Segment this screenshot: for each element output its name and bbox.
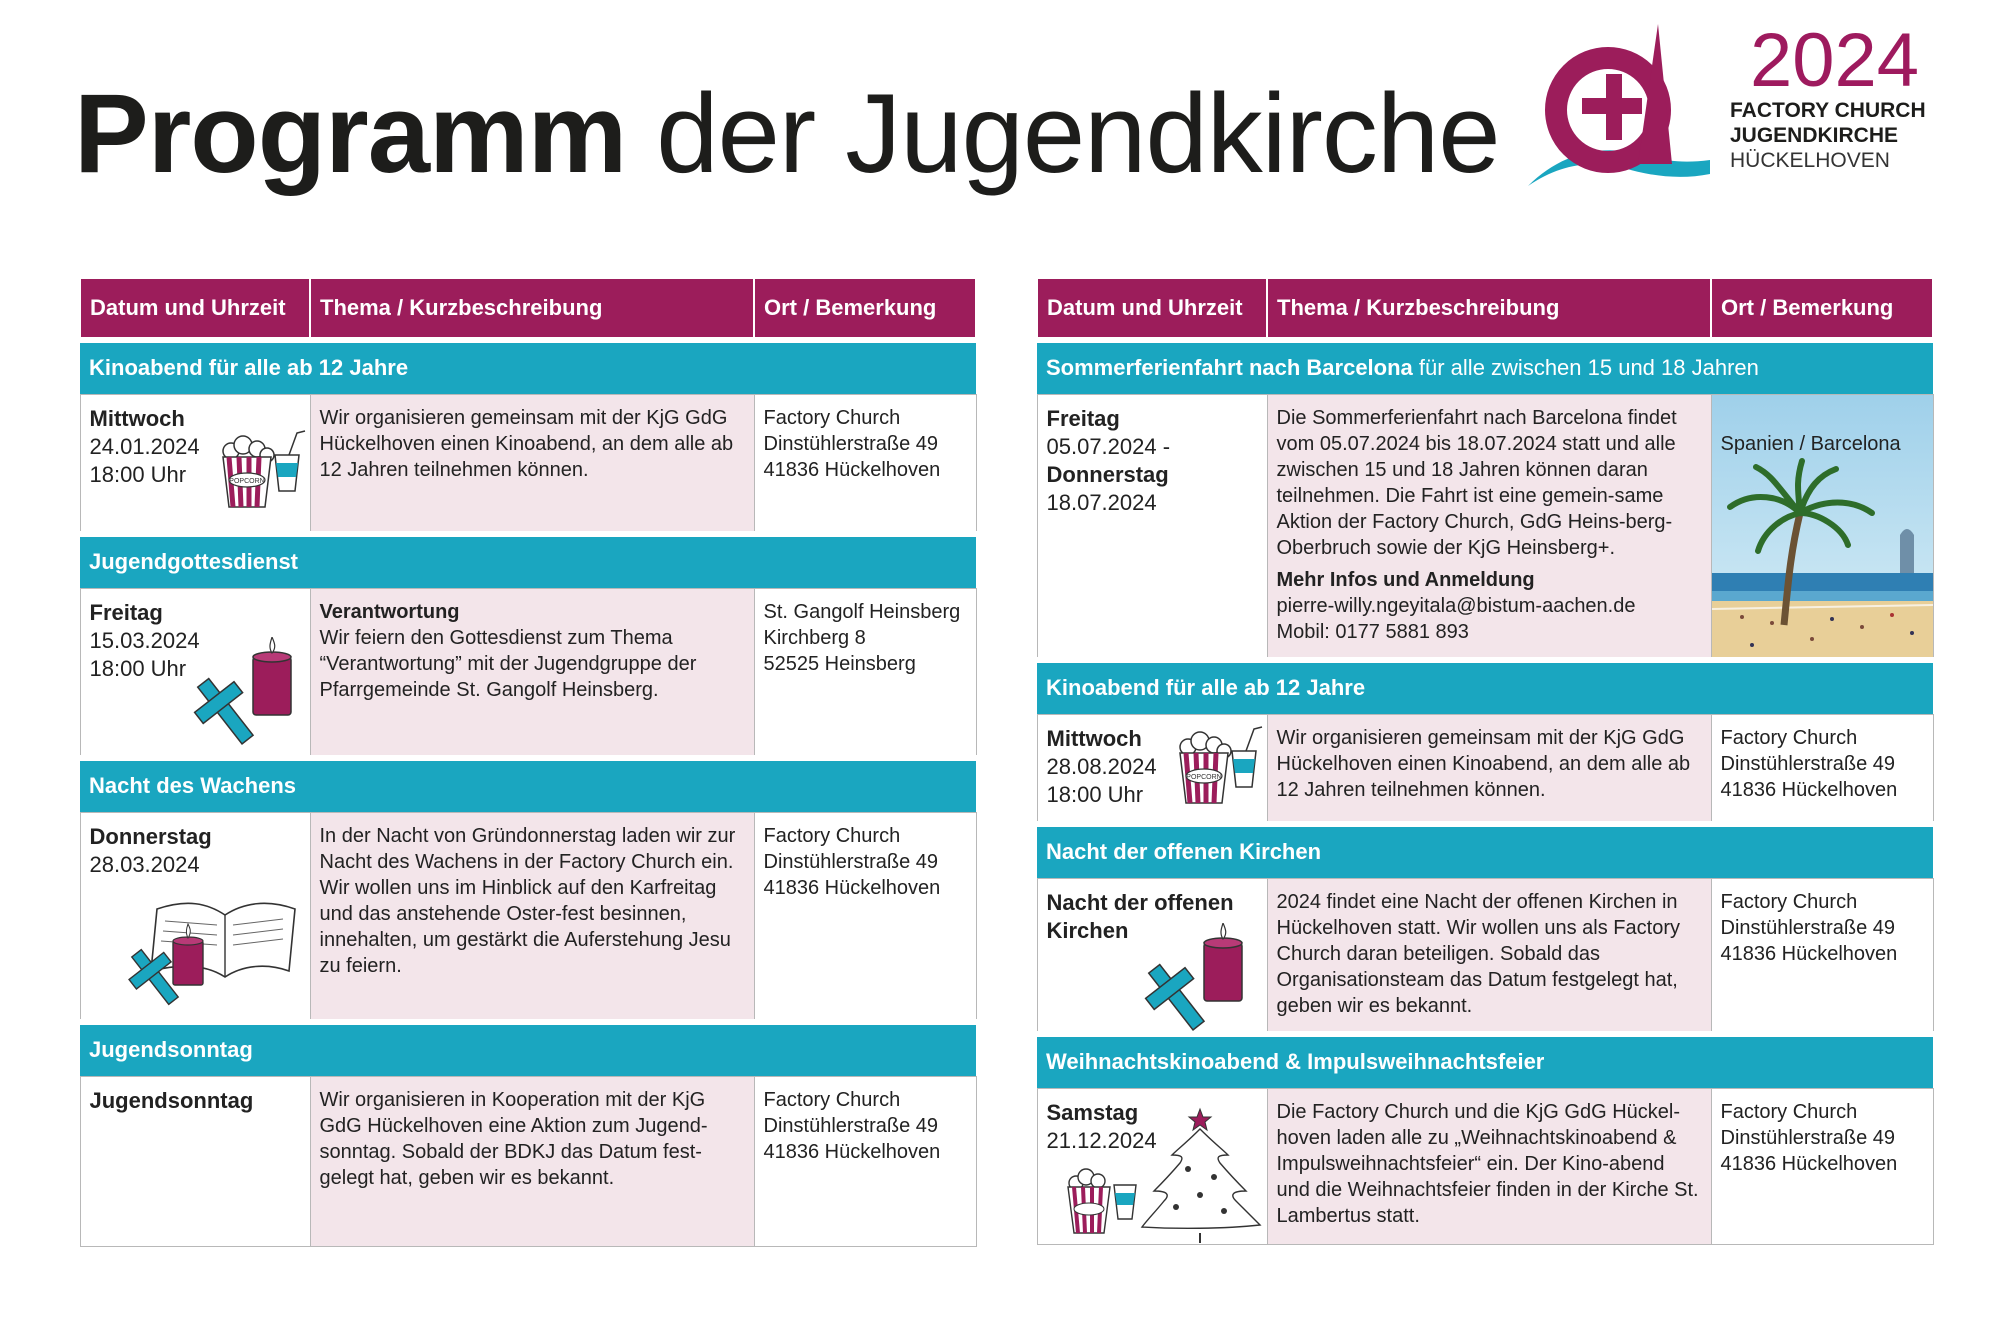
event-day: Nacht der offenen Kirchen [1046, 889, 1234, 943]
section-row [80, 534, 976, 588]
bible-cross-candle-icon [127, 889, 307, 1009]
popcorn-icon [1176, 721, 1266, 807]
event-row [1037, 714, 1933, 824]
event-description-text: Die Sommerferienfahrt nach Barcelona findet vom 05.07.2024 bis 18.07.2024 statt und alle zwischen 15 und 18 Jahren können daran teilnehmen. Die Fahrt ist eine gemein-same Aktion der Factory Church, GdG Heins-berg-Oberbruch sowie der KjG Heinsberg+. [1276, 406, 1677, 559]
program-table-left [79, 277, 977, 1247]
event-row [80, 1076, 976, 1246]
more-info-title: Mehr Infos und Anmeldung [1276, 568, 1535, 591]
event-day: Mittwoch [1046, 725, 1142, 751]
logo-line-3: HÜCKELHOVEN [1730, 149, 1890, 172]
christmas-popcorn-icon [1064, 1097, 1264, 1243]
event-day: Jugendsonntag [89, 1087, 254, 1113]
place-line: Dinstühlerstraße 49 [763, 1114, 939, 1137]
place-line: 41836 Hückelhoven [763, 876, 941, 899]
place-line: Dinstühlerstraße 49 [763, 850, 939, 873]
event-description: 2024 findet eine Nacht der offenen Kirchen in Hückelhoven statt. Wir wollen uns als Factory Church daran beteiligen. Sobald das Organisationsteam das Datum festgelegt hat, geben wir es bekannt. [1267, 878, 1711, 1034]
event-description: Wir organisieren gemeinsam mit der KjG GdG Hückelhoven einen Kinoabend, an dem alle ab 12 Jahren teilnehmen können. [1267, 714, 1711, 824]
section-row [1037, 660, 1933, 714]
event-date [1037, 878, 1267, 1034]
event-row [80, 812, 976, 1022]
section-row [80, 340, 976, 394]
event-date-text: 21.12.2024 [1046, 1127, 1157, 1153]
event-day: Mittwoch [89, 405, 185, 431]
event-row [80, 394, 976, 534]
event-date-text: 18.07.2024 [1046, 489, 1157, 515]
table-header [1037, 278, 1933, 340]
event-place [754, 812, 976, 1022]
section-title: Kinoabend für alle ab 12 Jahre [80, 340, 976, 394]
event-date [80, 1076, 310, 1246]
event-date-text: 05.07.2024 - [1046, 433, 1171, 459]
contact-phone: Mobil: 0177 5881 893 [1276, 620, 1469, 643]
event-description: Wir organisieren in Kooperation mit der KjG GdG Hückelhoven eine Aktion zum Jugend-sonntag. Sobald der BDKJ das Datum fest-gelegt hat, geben wir es bekannt. [310, 1076, 754, 1246]
logo-year: 2024 [1750, 18, 1920, 103]
page-title: Programm der Jugendkirche [74, 71, 1500, 196]
section-title: Jugendsonntag [80, 1022, 976, 1076]
place-line: Kirchberg 8 [763, 626, 866, 649]
place-line: Factory Church [1720, 1100, 1858, 1123]
event-description: In der Nacht von Gründonnerstag laden wir zur Nacht des Wachens in der Factory Church ein. Wir wollen uns im Hinblick auf den Karfreitag und das anstehende Oster-fest besinnen, innehalten, um gestärkt die Auferstehung Jesu zu feiern. [310, 812, 754, 1022]
event-topic-title: Verantwortung [319, 600, 460, 623]
section-title: Weihnachtskinoabend & Impulsweihnachtsfeier [1037, 1034, 1933, 1088]
event-day: Donnerstag [89, 823, 212, 849]
section-title: Sommerferienfahrt nach Barcelona für alle zwischen 15 und 18 Jahren [1037, 340, 1933, 394]
place-line: St. Gangolf Heinsberg [763, 600, 961, 623]
event-day: Samstag [1046, 1099, 1139, 1125]
factory-church-logo [1520, 14, 1940, 204]
place-line: Factory Church [763, 824, 901, 847]
logo-emblem-icon [1520, 14, 1720, 194]
place-line: Factory Church [1720, 890, 1858, 913]
event-date-text: 24.01.2024 [89, 433, 200, 459]
section-title: Nacht des Wachens [80, 758, 976, 812]
event-place [1711, 1088, 1933, 1244]
section-row [1037, 1034, 1933, 1088]
event-day: Donnerstag [1046, 461, 1169, 487]
event-description-text: Wir feiern den Gottesdienst zum Thema “Verantwortung” mit der Jugendgruppe der Pfarrgemeinde St. Gangolf Heinsberg. [319, 626, 697, 701]
event-description [1267, 394, 1711, 660]
event-row [1037, 394, 1933, 660]
section-row [80, 1022, 976, 1076]
program-table-right [1036, 277, 1934, 1245]
contact-email[interactable]: pierre-willy.ngeyitala@bistum-aachen.de [1276, 594, 1636, 617]
event-place [1711, 878, 1933, 1034]
place-line: 52525 Heinsberg [763, 652, 916, 675]
column-header-topic: Thema / Kurzbeschreibung [1267, 278, 1711, 340]
place-line: Factory Church [763, 1088, 901, 1111]
section-title: Jugendgottesdienst [80, 534, 976, 588]
event-date-text: 15.03.2024 [89, 627, 200, 653]
place-line: Spanien / Barcelona [1720, 432, 1901, 455]
event-place [754, 1076, 976, 1246]
event-row [80, 588, 976, 758]
place-line: Dinstühlerstraße 49 [1720, 752, 1896, 775]
place-line: 41836 Hückelhoven [763, 1140, 941, 1163]
svg-text:POPCORN: POPCORN [228, 477, 265, 485]
event-date [80, 394, 310, 534]
place-line: Dinstühlerstraße 49 [763, 432, 939, 455]
event-description [310, 588, 754, 758]
event-date-text: 28.03.2024 [89, 851, 200, 877]
column-header-place: Ort / Bemerkung [1711, 278, 1933, 340]
event-date [1037, 1088, 1267, 1244]
event-day: Freitag [89, 599, 163, 625]
event-date [80, 588, 310, 758]
section-row [1037, 824, 1933, 878]
cross-candle-icon [191, 637, 301, 747]
event-place [754, 394, 976, 534]
event-place [754, 588, 976, 758]
event-place [1711, 714, 1933, 824]
table-header [80, 278, 976, 340]
event-place [1711, 394, 1933, 660]
event-day: Freitag [1046, 405, 1120, 431]
section-title: Nacht der offenen Kirchen [1037, 824, 1933, 878]
event-row [1037, 1088, 1933, 1244]
place-line: 41836 Hückelhoven [1720, 1152, 1898, 1175]
event-row [1037, 878, 1933, 1034]
event-description: Wir organisieren gemeinsam mit der KjG GdG Hückelhoven einen Kinoabend, an dem alle ab 12 Jahren teilnehmen können. [310, 394, 754, 534]
section-title: Kinoabend für alle ab 12 Jahre [1037, 660, 1933, 714]
place-line: Factory Church [1720, 726, 1858, 749]
place-line: 41836 Hückelhoven [1720, 778, 1898, 801]
column-header-place: Ort / Bemerkung [754, 278, 976, 340]
event-date [1037, 394, 1267, 660]
event-description: Die Factory Church und die KjG GdG Hückel-hoven laden alle zu „Weihnachtskinoabend & Impulsweihnachtsfeier“ ein. Der Kino-abend und die Weihnachtsfeier finden in der Kirche St. Lambertus statt. [1267, 1088, 1711, 1244]
event-date [1037, 714, 1267, 824]
cross-candle-icon [1142, 923, 1252, 1033]
place-line: 41836 Hückelhoven [763, 458, 941, 481]
event-date-text: 28.08.2024 [1046, 753, 1157, 779]
popcorn-icon [219, 425, 309, 511]
logo-line-2: JUGENDKIRCHE [1730, 124, 1899, 147]
logo-line-1: FACTORY CHURCH [1730, 99, 1926, 122]
event-date [80, 812, 310, 1022]
section-row [1037, 340, 1933, 394]
column-header-date: Datum und Uhrzeit [80, 278, 310, 340]
place-line: Factory Church [763, 406, 901, 429]
column-header-date: Datum und Uhrzeit [1037, 278, 1267, 340]
column-header-topic: Thema / Kurzbeschreibung [310, 278, 754, 340]
place-line: Dinstühlerstraße 49 [1720, 1126, 1896, 1149]
event-time: 18:00 Uhr [89, 461, 187, 487]
place-line: Dinstühlerstraße 49 [1720, 916, 1896, 939]
section-row [80, 758, 976, 812]
event-time: 18:00 Uhr [89, 655, 187, 681]
event-time: 18:00 Uhr [1046, 781, 1144, 807]
svg-text:POPCORN: POPCORN [1185, 773, 1222, 781]
place-line: 41836 Hückelhoven [1720, 942, 1898, 965]
